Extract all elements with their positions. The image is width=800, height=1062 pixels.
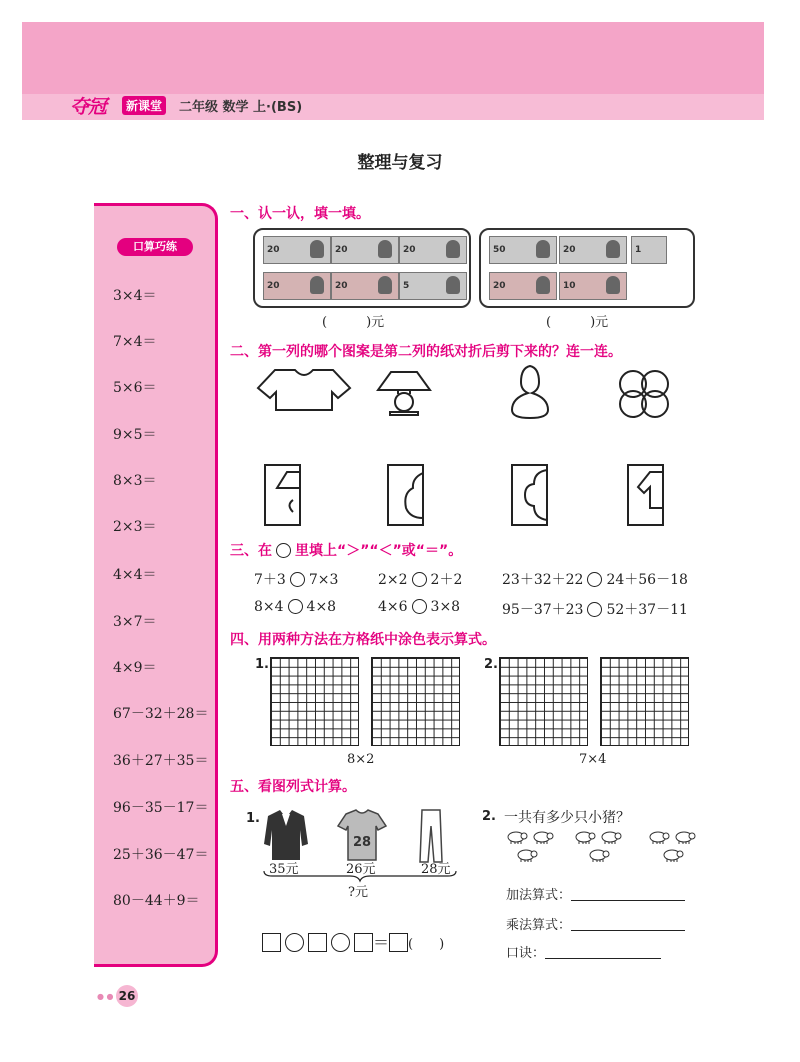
- money-box-1: [253, 228, 471, 308]
- left-expr: 23＋32＋22: [502, 572, 584, 588]
- half-lamp-figure: [265, 465, 300, 525]
- left-expr: 8×4: [254, 599, 284, 615]
- drill-item[interactable]: 25＋36－47＝: [113, 847, 209, 863]
- right-expr: 24＋56－18: [606, 572, 688, 588]
- drill-item[interactable]: 8×3＝: [113, 473, 157, 489]
- item-number: 1.: [255, 657, 269, 672]
- jersey-image: [338, 810, 386, 860]
- section3-title: [230, 540, 462, 560]
- right-expr: 7×3: [308, 572, 339, 588]
- half-flower-figure: [512, 465, 547, 525]
- section1-title: 一、认一认，填一填。: [230, 206, 370, 222]
- unit-blank[interactable]: ( ): [408, 937, 445, 952]
- pig-icon: [650, 832, 669, 844]
- multiplication-answer-line[interactable]: [506, 914, 685, 933]
- rhyme-answer-line[interactable]: [506, 942, 661, 961]
- compare-row-2: [502, 599, 688, 619]
- blank-box[interactable]: [389, 933, 408, 952]
- pants-image: [420, 810, 442, 862]
- multiplication-label: 乘法算式：: [506, 918, 572, 933]
- banknote: 50: [489, 236, 557, 264]
- blank-box[interactable]: [262, 933, 281, 952]
- compare-circle-input[interactable]: [587, 572, 602, 587]
- left-expr: 4×6: [378, 599, 408, 615]
- price-label: 26元: [346, 862, 376, 877]
- compare-row-1: [378, 569, 462, 589]
- compare-row-2: [254, 599, 336, 615]
- left-expr: 7＋3: [254, 572, 286, 588]
- compare-circle-input[interactable]: [587, 602, 602, 617]
- series-tag: 新课堂: [122, 96, 166, 115]
- answer-blank-2[interactable]: ( )元: [546, 315, 609, 330]
- drill-item[interactable]: 67－32＋28＝: [113, 706, 209, 722]
- drill-item[interactable]: 36＋27＋35＝: [113, 753, 209, 769]
- banknote: 20: [559, 236, 627, 264]
- banknote: 20: [399, 236, 467, 264]
- pig-icon: [602, 832, 621, 844]
- page-title: 整理与复习: [357, 153, 443, 173]
- drill-item[interactable]: 9×5＝: [113, 427, 157, 443]
- grid-expression: 7×4: [579, 752, 607, 767]
- price-label: 28元: [421, 862, 451, 877]
- drill-item[interactable]: 2×3＝: [113, 519, 157, 535]
- right-expr: 2＋2: [430, 572, 463, 588]
- sidebar-title: 口算巧练: [117, 238, 193, 256]
- pig-icon: [590, 850, 609, 862]
- drill-item[interactable]: 80－44＋9＝: [113, 893, 200, 909]
- half-gourd-figure: [388, 465, 423, 525]
- pig-icon: [534, 832, 553, 844]
- total-label: ?元: [348, 885, 368, 900]
- banknote: 20: [331, 272, 399, 300]
- section4-title: 四、用两种方法在方格纸中涂色表示算式。: [230, 632, 496, 648]
- addition-input[interactable]: [571, 900, 685, 901]
- section3-title-pre: 三、在: [230, 543, 272, 559]
- drill-item[interactable]: 5×6＝: [113, 380, 157, 396]
- compare-circle-input[interactable]: [288, 599, 303, 614]
- right-expr: 4×8: [306, 599, 337, 615]
- rhyme-label: 口诀：: [506, 946, 546, 961]
- section3-title-post: 里填上“＞”“＜”或“＝”。: [295, 543, 463, 559]
- circle-icon: [276, 543, 291, 558]
- rhyme-input[interactable]: [545, 958, 661, 959]
- drill-item[interactable]: 3×4＝: [113, 288, 157, 304]
- shirt-figure: [258, 370, 350, 410]
- banknote: 20: [489, 272, 557, 300]
- equation-blanks: [262, 930, 444, 953]
- drill-item[interactable]: 7×4＝: [113, 334, 157, 350]
- pig-icon: [576, 832, 595, 844]
- drill-item[interactable]: 96－35－17＝: [113, 800, 209, 816]
- grid-paper[interactable]: [600, 657, 689, 746]
- compare-circle-input[interactable]: [412, 599, 427, 614]
- grid-expression: 8×2: [347, 752, 375, 767]
- blank-box[interactable]: [354, 933, 373, 952]
- jacket-image: [264, 810, 308, 860]
- left-expr: 2×2: [378, 572, 408, 588]
- flower-figure: [620, 371, 668, 417]
- operator-circle[interactable]: [285, 933, 304, 952]
- price-label: 35元: [269, 862, 299, 877]
- pig-question: 一共有多少只小猪？: [504, 810, 630, 826]
- grade-subject: 二年级 数学 上·(BS): [179, 100, 303, 115]
- item-number: 2.: [482, 809, 496, 824]
- compare-row-1: [254, 569, 338, 589]
- compare-row-1: [502, 569, 688, 589]
- compare-circle-input[interactable]: [290, 572, 305, 587]
- left-expr: 95－37＋23: [502, 602, 584, 618]
- pig-groups: [502, 828, 702, 876]
- grid-paper[interactable]: [499, 657, 588, 746]
- right-expr: 52＋37－11: [606, 602, 688, 618]
- section5-title: 五、看图列式计算。: [230, 779, 356, 795]
- addition-answer-line[interactable]: [506, 884, 685, 903]
- drill-item[interactable]: 3×7＝: [113, 614, 157, 630]
- banknote: 1: [631, 236, 667, 264]
- banknote: 20: [263, 272, 331, 300]
- answer-blank-1[interactable]: ( )元: [322, 315, 385, 330]
- jersey-number: 28: [352, 835, 372, 850]
- item-number: 1.: [246, 811, 260, 826]
- pig-icon: [676, 832, 695, 844]
- pig-icon: [508, 832, 527, 844]
- banknote: 10: [559, 272, 627, 300]
- pig-icon: [664, 850, 683, 862]
- drill-item[interactable]: 4×9＝: [113, 660, 157, 676]
- banknote: 20: [263, 236, 331, 264]
- drill-item[interactable]: 4×4＝: [113, 567, 157, 583]
- fold-cut-figures: [240, 360, 700, 535]
- clothing-images: [258, 804, 458, 866]
- section2-title: 二、第一列的哪个图案是第二列的纸对折后剪下来的？连一连。: [230, 344, 622, 360]
- multiplication-input[interactable]: [571, 930, 685, 931]
- compare-row-2: [378, 599, 460, 615]
- banknote: 5: [399, 272, 467, 300]
- operator-circle[interactable]: [331, 933, 350, 952]
- gourd-figure: [512, 366, 548, 418]
- compare-circle-input[interactable]: [412, 572, 427, 587]
- grid-paper[interactable]: [371, 657, 460, 746]
- addition-label: 加法算式：: [506, 888, 572, 903]
- pig-icon: [518, 850, 537, 862]
- blank-box[interactable]: [308, 933, 327, 952]
- banknote: 20: [331, 236, 399, 264]
- grid-paper[interactable]: [270, 657, 359, 746]
- brand-logo: 夺冠: [70, 96, 107, 118]
- right-expr: 3×8: [430, 599, 461, 615]
- money-box-2: [479, 228, 695, 308]
- page-dots-decoration: ● ●: [97, 992, 114, 1001]
- page-number: 26: [116, 985, 138, 1007]
- half-shirt-figure: [628, 465, 663, 525]
- equals-sign: ＝: [373, 933, 390, 952]
- item-number: 2.: [484, 657, 498, 672]
